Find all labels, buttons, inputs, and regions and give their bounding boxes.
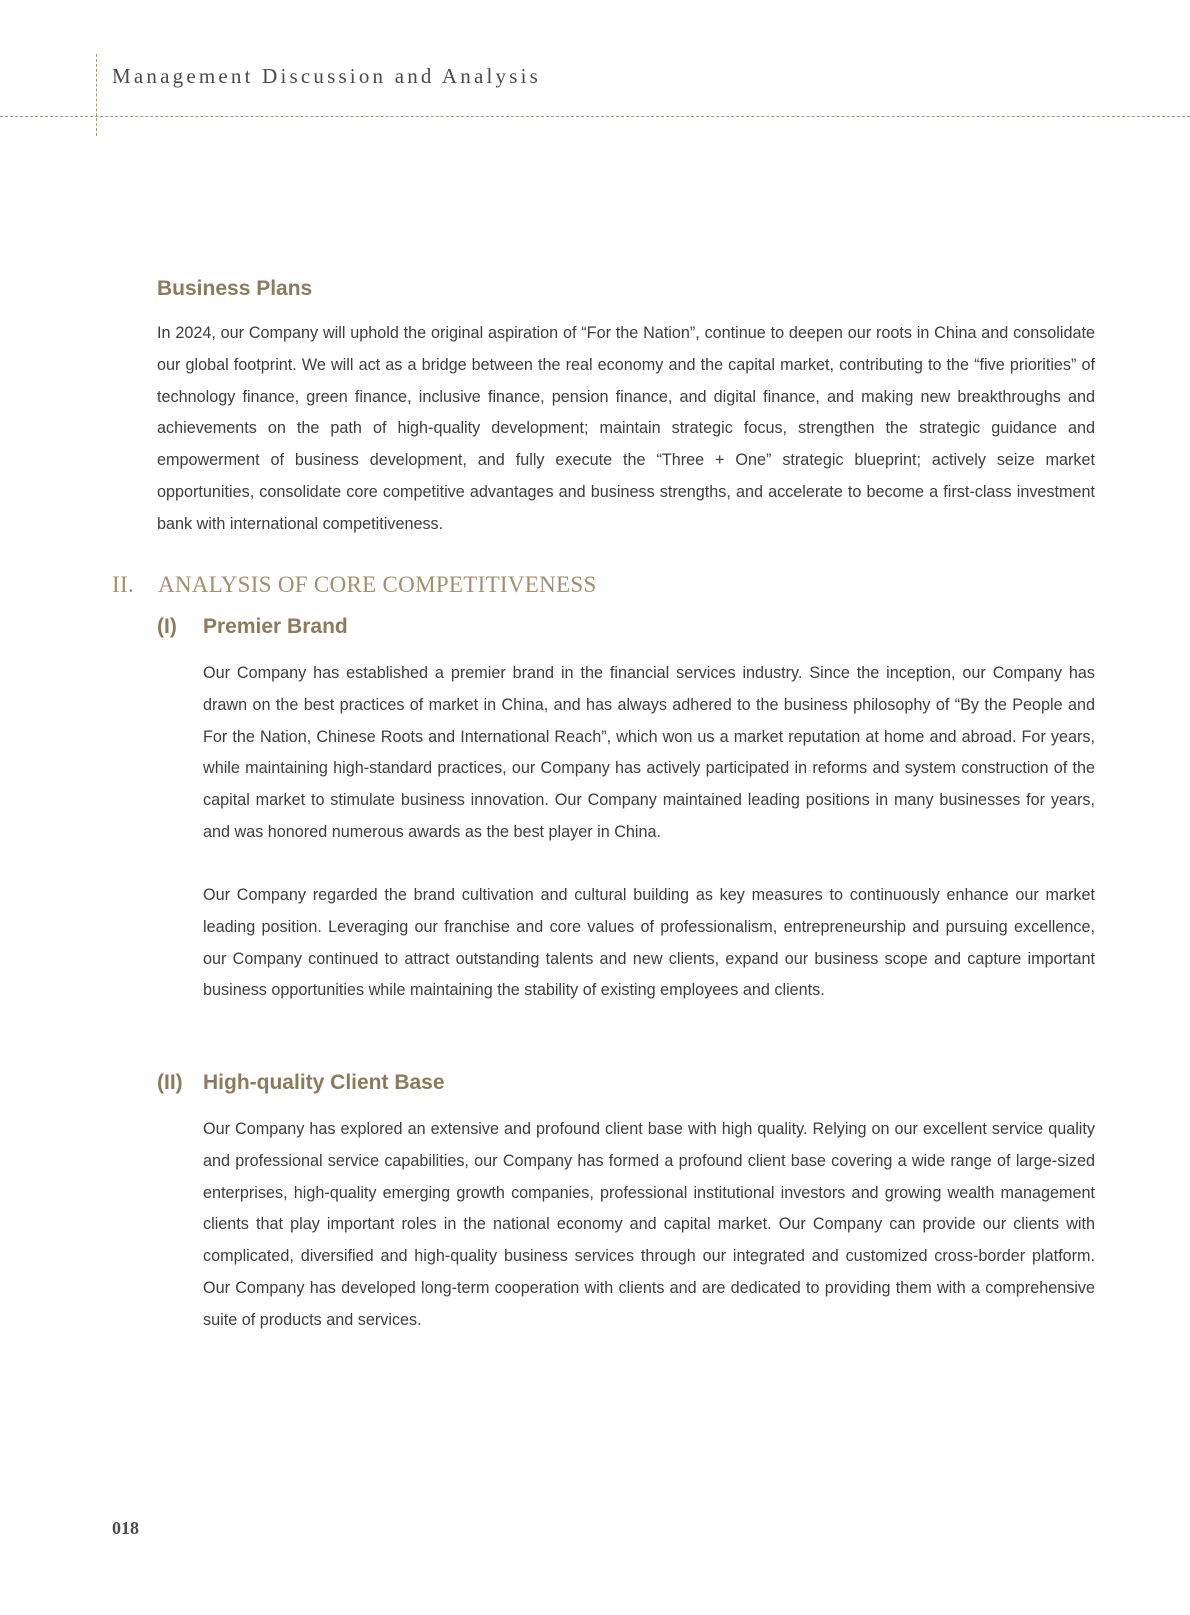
header-dashed-rule — [0, 116, 1190, 117]
business-plans-paragraph: In 2024, our Company will uphold the original aspiration of “For the Nation”, continue to deepen our roots in China and consolidate our global footprint. We will act as a bridge between the real economy and the capital market, contributing to the “five priorities” of technology finance, green finance, inclusive finance, pension finance, and digital finance, and making new breakthroughs and achievements on the path of high-quality development; maintain strategic focus, strengthen the strategic guidance and empowerment of business development, and fully execute the “Three + One” strategic blueprint; actively seize market opportunities, consolidate core competitive advantages and business strengths, and accelerate to become a first-class investment bank with international competitiveness. — [157, 324, 1095, 533]
subsection-title: High-quality Client Base — [203, 1071, 445, 1094]
running-header: Management Discussion and Analysis — [112, 64, 542, 88]
subsection-heading-client-base — [157, 1071, 445, 1095]
premier-brand-paragraph-1: Our Company has established a premier brand in the financial services industry. Since the inception, our Company has drawn on the best practices of market in China, and has always adhered to the business philosophy of “By the People and For the Nation, Chinese Roots and International Reach”, which won us a market reputation at home and abroad. For years, while maintaining high-standard practices, our Company has actively participated in reforms and system construction of the capital market to stimulate business innovation. Our Company maintained leading positions in many businesses for years, and was honored numerous awards as the best player in China. — [203, 664, 1095, 841]
client-base-paragraph: Our Company has explored an extensive and profound client base with high quality. Relying on our excellent service quality and professional service capabilities, our Company has formed a profound client base covering a wide range of large-sized enterprises, high-quality emerging growth companies, professional institutional investors and growing wealth management clients that play important roles in the national economy and capital market. Our Company can provide our clients with complicated, diversified and high-quality business services through our integrated and customized cross-border platform. Our Company has developed long-term cooperation with clients and are dedicated to providing them with a comprehensive suite of products and services. — [203, 1120, 1095, 1329]
subsection-number: (II) — [157, 1071, 183, 1094]
section-number: II. — [112, 572, 134, 597]
subsection-number: (I) — [157, 615, 177, 638]
section-title — [112, 572, 597, 598]
subsection-title: Premier Brand — [203, 615, 348, 638]
page-number: 018 — [112, 1518, 139, 1538]
subsection-heading-premier-brand — [157, 615, 348, 639]
header-vertical-marker — [96, 54, 97, 136]
section-title-text: ANALYSIS OF CORE COMPETITIVENESS — [158, 572, 597, 597]
premier-brand-paragraph-2: Our Company regarded the brand cultivation and cultural building as key measures to continuously enhance our market leading position. Leveraging our franchise and core values of professionalism, entrepreneurship and pursuing excellence, our Company continued to attract outstanding talents and new clients, expand our business scope and capture important business opportunities while maintaining the stability of existing employees and clients. — [203, 886, 1095, 1000]
business-plans-heading: Business Plans — [157, 277, 313, 300]
